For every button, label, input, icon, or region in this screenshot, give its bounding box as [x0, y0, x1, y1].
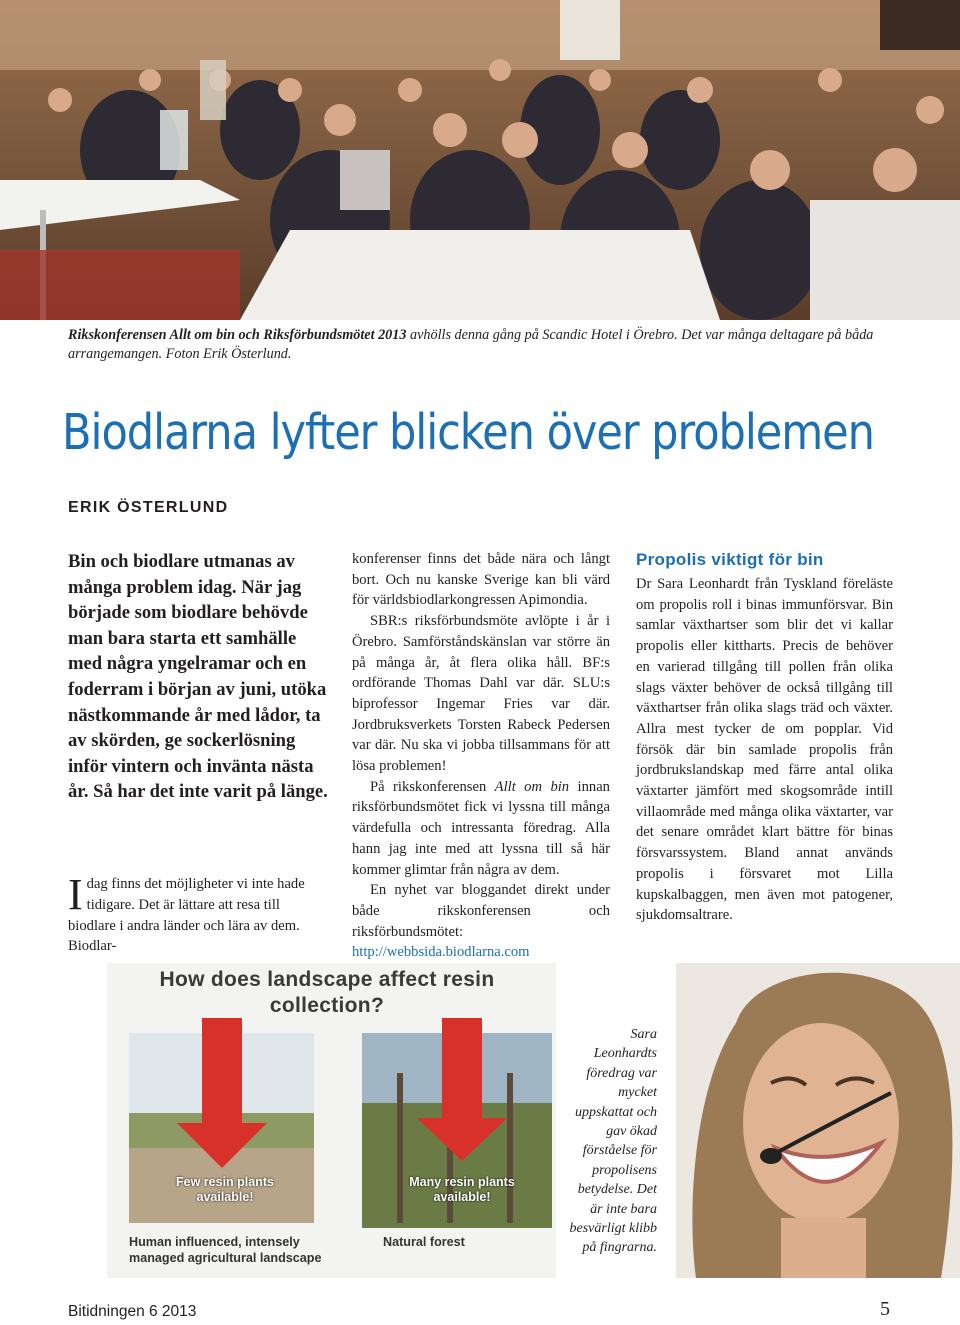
paragraph: På rikskonferensen Allt om bin innan riksförbundsmötet fick vi lyssna till många värdefulla och intressanta föredrag. Alla hann jag inte med att lyssna till så här kommer glimtar från några av dem.	[352, 778, 610, 878]
drop-cap: I	[68, 870, 83, 919]
page-number: 5	[880, 1298, 890, 1320]
speaker-portrait-photo	[676, 963, 960, 1278]
section-subhead: Propolis viktigt för bin	[636, 550, 824, 569]
publication-footer: Bitidningen 6 2013	[68, 1303, 197, 1320]
body-column-2	[352, 549, 610, 963]
lead-paragraph: Bin och biodlare utmanas av många problem idag. När jag började som biodlare behövde man bara starta ett samhälle med några yngelramar och en foderram i början av juni, utöka nästkommande år med lådor, ta av skörden, ge sockerlösning inför vintern och invänta nästa år. Så har det inte varit på länge.	[68, 551, 328, 803]
slide-left-caption: Human influenced, intensely managed agricultural landscape	[129, 1235, 322, 1265]
slide-left-label: Few resin plants available!	[176, 1175, 274, 1204]
photo-caption: Rikskonferensen Allt om bin och Riksförbundsmötet 2013 avhölls denna gång på Scandic Hotel i Örebro. Det var många deltagare på båda arrangemangen. Foton Erik Österlund.	[68, 327, 874, 362]
byline: ERIK ÖSTERLUND	[68, 499, 229, 516]
paragraph: En nyhet var bloggandet direkt under både rikskonferensen och riksförbundsmötet: http://webbsida.biodlarna.com	[352, 882, 610, 961]
article-headline: Biodlarna lyfter blicken över problemen	[62, 404, 874, 461]
presentation-slide-photo	[107, 963, 556, 1278]
paragraph: SBR:s riksförbundsmöte avlöpte i år i Örebro. Samförståndskänslan var större än på många år, åt flera olika håll. BF:s ordförande Thomas Dahl var där. SLU:s biprofessor Ingemar Fries var där. Jordbruksverkets Torsten Rabeck Pedersen var där. Nu ska vi jobba tillsammans för att lösa problemen!	[352, 613, 610, 775]
body-column-3	[636, 549, 893, 926]
blog-link[interactable]: http://webbsida.biodlarna.com	[352, 944, 530, 961]
body-text: dag finns det möjligheter vi inte hade tidigare. Det är lättare att resa till biodlare i andra länder och lära av dem. Biodlar-	[68, 876, 305, 955]
conference-photo	[0, 0, 960, 320]
paragraph: Dr Sara Leonhardt från Tyskland föreläste om propolis roll i binas immunförsvar. Bin samlar växthartser som blir det vi kallar propolis eller kittharts. Precis de behöver en varierad tillgång till pollen från olika slags växter behöver de också tillgång till växthartser från olika slags träd och växter. Allra mest tycker de om popplar. Vid försök där bin samlade propolis från jordbrukslandskap med färre antal olika växtarter jämfört med skogsområde intill villaområde med många olika växtarter, var det senare området klart bättre för binas försvarssystem. Bland annat används propolis i försvaret mot Lilla kupskalbaggen, men även mot patogener, sjukdomsaltrare.	[636, 576, 893, 924]
slide-right-caption: Natural forest	[383, 1235, 465, 1249]
slide-title: How does landscape affect resin collection?	[159, 968, 495, 1017]
portrait-caption: Sara Leonhardts föredrag var mycket uppskattat och gav ökad förståelse för propolisens betydelse. Det är inte bara besvärligt klibb på fingrarna.	[569, 1027, 657, 1256]
paragraph: konferenser finns det både nära och långt bort. Och nu kanske Sverige kan bli värd för världsbiodlarkongressen Apimondia.	[352, 551, 610, 609]
slide-right-label: Many resin plants available!	[409, 1175, 515, 1204]
body-column-1	[68, 870, 330, 957]
